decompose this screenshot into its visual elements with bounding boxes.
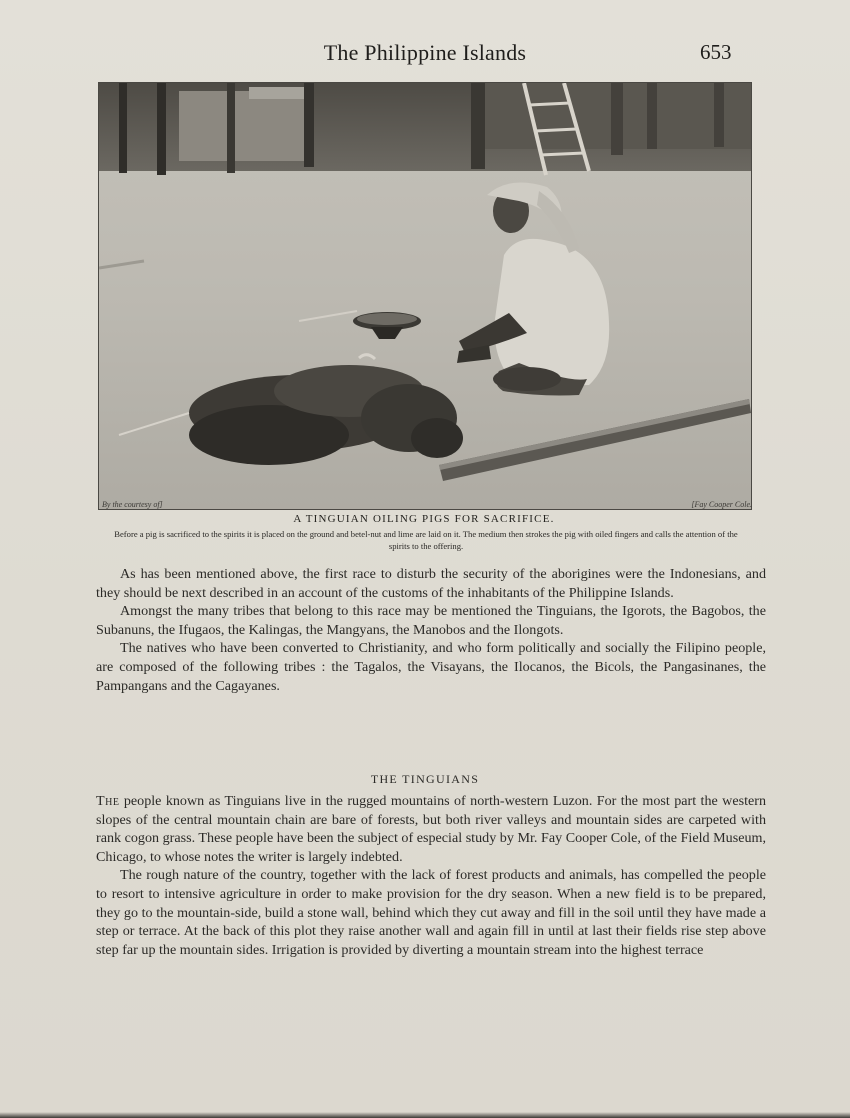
photo-credits — [102, 500, 752, 514]
intro-text — [96, 565, 766, 695]
caption-text: Before a pig is sacrificed to the spirits it is placed on the ground and betel-nut and lime are laid on it. The medium then strokes the pig with oiled fingers and calls the attention of the spirits to the offering. — [114, 529, 738, 551]
paragraph: The natives who have been converted to Christianity, and who form politically and socially the Filipino people, are composed of the following tribes : the Tagalos, the Visayans, the Ilocanos, the Bicols, the Pangasinanes, the Pampangans and the Cagayanes. — [96, 640, 766, 694]
photograph — [98, 82, 752, 510]
credit-left: By the courtesy of] — [102, 500, 163, 509]
paragraph: As has been mentioned above, the first race to disturb the security of the aborigines were the Indonesians, and they should be next described in an account of the customs of the inhabitants of the Philippine Islands. — [96, 566, 766, 601]
page-header — [0, 40, 850, 74]
running-title: The Philippine Islands — [323, 40, 527, 65]
paragraph: Amongst the many tribes that belong to this race may be mentioned the Tinguians, the Igorots, the Bagobos, the Subanuns, the Ifugaos, the Kalingas, the Mangyans, the Manobos and the Ilongots. — [96, 603, 766, 638]
section-text — [96, 792, 766, 959]
caption-title: A TINGUIAN OILING PIGS FOR SACRIFICE. — [293, 513, 555, 525]
paragraph — [96, 792, 766, 866]
credit-right: [Fay Cooper Cole. — [691, 500, 752, 509]
paragraph: The rough nature of the country, together with the lack of forest products and animals, has compelled the people to resort to intensive agriculture in order to make provision for the dry season. When a new field is to be prepared, they go to the mountain-side, build a stone wall, behind which they cut away and fill in the soil until they have made a step or terrace. At the back of this plot they raise another wall and again fill in until at last their fields rise step above step far up the mountain sides. Irrigation is provided by diverting a mountain stream into the highest terrace — [96, 867, 766, 958]
page-number: 653 — [700, 40, 732, 64]
lead-word: The — [96, 793, 120, 809]
photograph-icon — [99, 83, 751, 509]
page-edge — [0, 1112, 850, 1118]
section-heading: THE TINGUIANS — [370, 772, 480, 786]
lead-text: people known as Tinguians live in the rugged mountains of north-western Luzon. For the most part the western slopes of the central mountain chain are bare of forests, but both river valleys and mountain sides are carpeted with rank cogon grass. These people have been the subject of especial study by Mr. Fay Cooper Cole, of the Field Museum, Chicago, to whose notes the writer is largely indebted. — [96, 793, 766, 865]
